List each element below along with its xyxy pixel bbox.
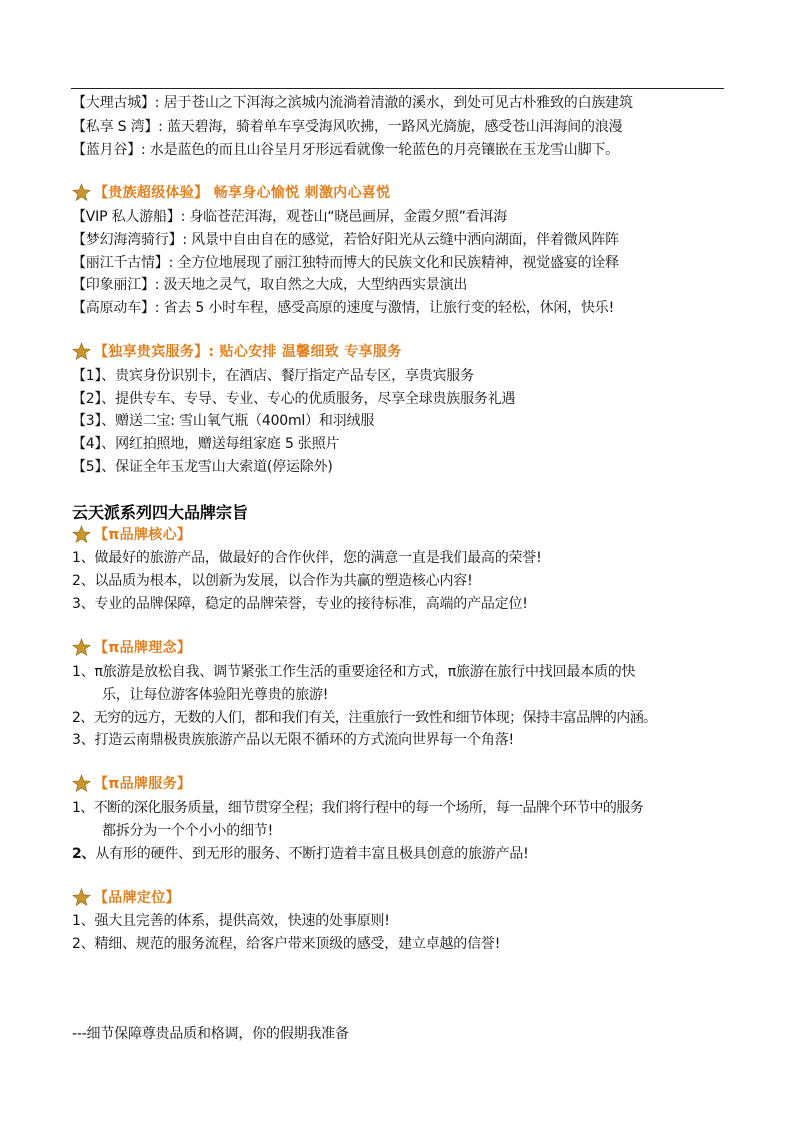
section-brand-core <box>72 523 191 545</box>
intro-item-dali-old-town: 【大理古城】: 居于苍山之下洱海之滨城内流淌着清澈的溪水，到处可见古朴雅致的白族建筑 <box>72 95 633 111</box>
intro-item-s-bay: 【私享 S 湾】: 蓝天碧海，骑着单车享受海风吹拂，一路风光旖旎，感受苍山洱海间的浪漫 <box>72 119 623 135</box>
brand-concept-item-1: 1、π旅游是放松自我、调节紧张工作生活的重要途径和方式，π旅游在旅行中找回最本质的快 <box>72 664 636 680</box>
experience-item-lijiang-show: 【丽江千古情】: 全方位地展现了丽江独特而博大的民族文化和民族精神，视觉盛宴的诠释 <box>72 255 619 271</box>
brand-concept-item-1-continued: 乐，让每位游客体验阳光尊贵的旅游! <box>102 687 329 703</box>
section-title: 【品牌定位】 <box>94 890 180 906</box>
vip-item: 【5】、保证全年玉龙雪山大索道(停运除外) <box>72 459 333 475</box>
section-title: 【π品牌服务】 <box>94 776 192 792</box>
experience-item-vip-cruise: 【VIP 私人游船】: 身临苍茫洱海，观苍山“晓邑画屏，金霞夕照”看洱海 <box>72 209 508 225</box>
star-icon <box>72 183 91 202</box>
list-number: 2、 <box>72 846 96 862</box>
section-noble-experience <box>72 181 390 203</box>
vip-item: 【2】、提供专车、专导、专业、专心的优质服务，尽享全球贵族服务礼遇 <box>72 391 516 407</box>
star-icon <box>72 525 91 544</box>
experience-item-bay-cycling: 【梦幻海湾骑行】: 风景中自由自在的感觉，若恰好阳光从云缝中洒向湖面，伴着微风阵阵 <box>72 232 619 248</box>
brand-core-item: 2、以品质为根本，以创新为发展，以合作为共赢的塑造核心内容! <box>72 573 473 589</box>
brand-position-item: 1、强大且完善的体系，提供高效，快速的处事原则! <box>72 913 390 929</box>
vip-item: 【3】、赠送二宝: 雪山氧气瓶（400ml）和羽绒服 <box>72 413 375 429</box>
star-icon <box>72 774 91 793</box>
list-text: 从有形的硬件、到无形的服务、不断打造着丰富且极具创意的旅游产品! <box>95 846 529 862</box>
section-title: 【π品牌核心】 <box>94 527 192 543</box>
brand-core-item: 1、做最好的旅游产品，做最好的合作伙伴，您的满意一直是我们最高的荣誉! <box>72 550 542 566</box>
star-icon <box>72 888 91 907</box>
footer-slogan: ---细节保障尊贵品质和格调，你的假期我准备 <box>72 1026 349 1042</box>
section-title: 【贵族超级体验】 畅享身心愉悦 刺激内心喜悦 <box>94 185 391 201</box>
section-title: 【π品牌理念】 <box>94 640 192 656</box>
section-brand-service <box>72 772 191 794</box>
section-brand-concept <box>72 636 191 658</box>
brand-position-item: 2、精细、规范的服务流程，给客户带来顶级的感受，建立卓越的信誉! <box>72 936 501 952</box>
intro-item-blue-moon-valley: 【蓝月谷】: 水是蓝色的而且山谷呈月牙形远看就像一轮蓝色的月亮镶嵌在玉龙雪山脚下。 <box>72 142 619 158</box>
section-title: 【独享贵宾服务】: 贴心安排 温馨细致 专享服务 <box>94 344 402 360</box>
vip-item: 【1】、贵宾身份识别卡，在酒店、餐厅指定产品专区，享贵宾服务 <box>72 368 474 384</box>
brand-service-item-2 <box>72 844 529 864</box>
section-brand-position <box>72 886 180 908</box>
star-icon <box>72 638 91 657</box>
star-icon <box>72 342 91 361</box>
top-divider <box>71 88 724 89</box>
experience-item-plateau-train: 【高原动车】: 省去 5 小时车程，感受高原的速度与激情，让旅行变的轻松，休闲，快乐! <box>72 300 614 316</box>
brand-service-item-1: 1、不断的深化服务质量，细节贯穿全程；我们将行程中的每一个场所，每一品牌个环节中的服务 <box>72 800 644 816</box>
vip-item: 【4】、网红拍照地，赠送每组家庭 5 张照片 <box>72 436 340 452</box>
brand-concept-item-2: 2、无穷的远方，无数的人们，都和我们有关，注重旅行一致性和细节体现；保持丰富品牌的内涵。 <box>72 710 657 726</box>
brand-core-item: 3、专业的品牌保障，稳定的品牌荣誉，专业的接待标准，高端的产品定位! <box>72 596 528 612</box>
brand-service-item-1-continued: 都拆分为一个个小小的细节! <box>102 823 274 839</box>
brand-concept-item-3: 3、打造云南鼎极贵族旅游产品以无限不循环的方式流向世界每一个角落! <box>72 732 514 748</box>
brand-principles-title: 云天派系列四大品牌宗旨 <box>72 503 249 522</box>
experience-item-impression-lijiang: 【印象丽江】: 汲天地之灵气，取自然之大成，大型纳西实景演出 <box>72 277 468 293</box>
section-vip-service <box>72 340 401 362</box>
